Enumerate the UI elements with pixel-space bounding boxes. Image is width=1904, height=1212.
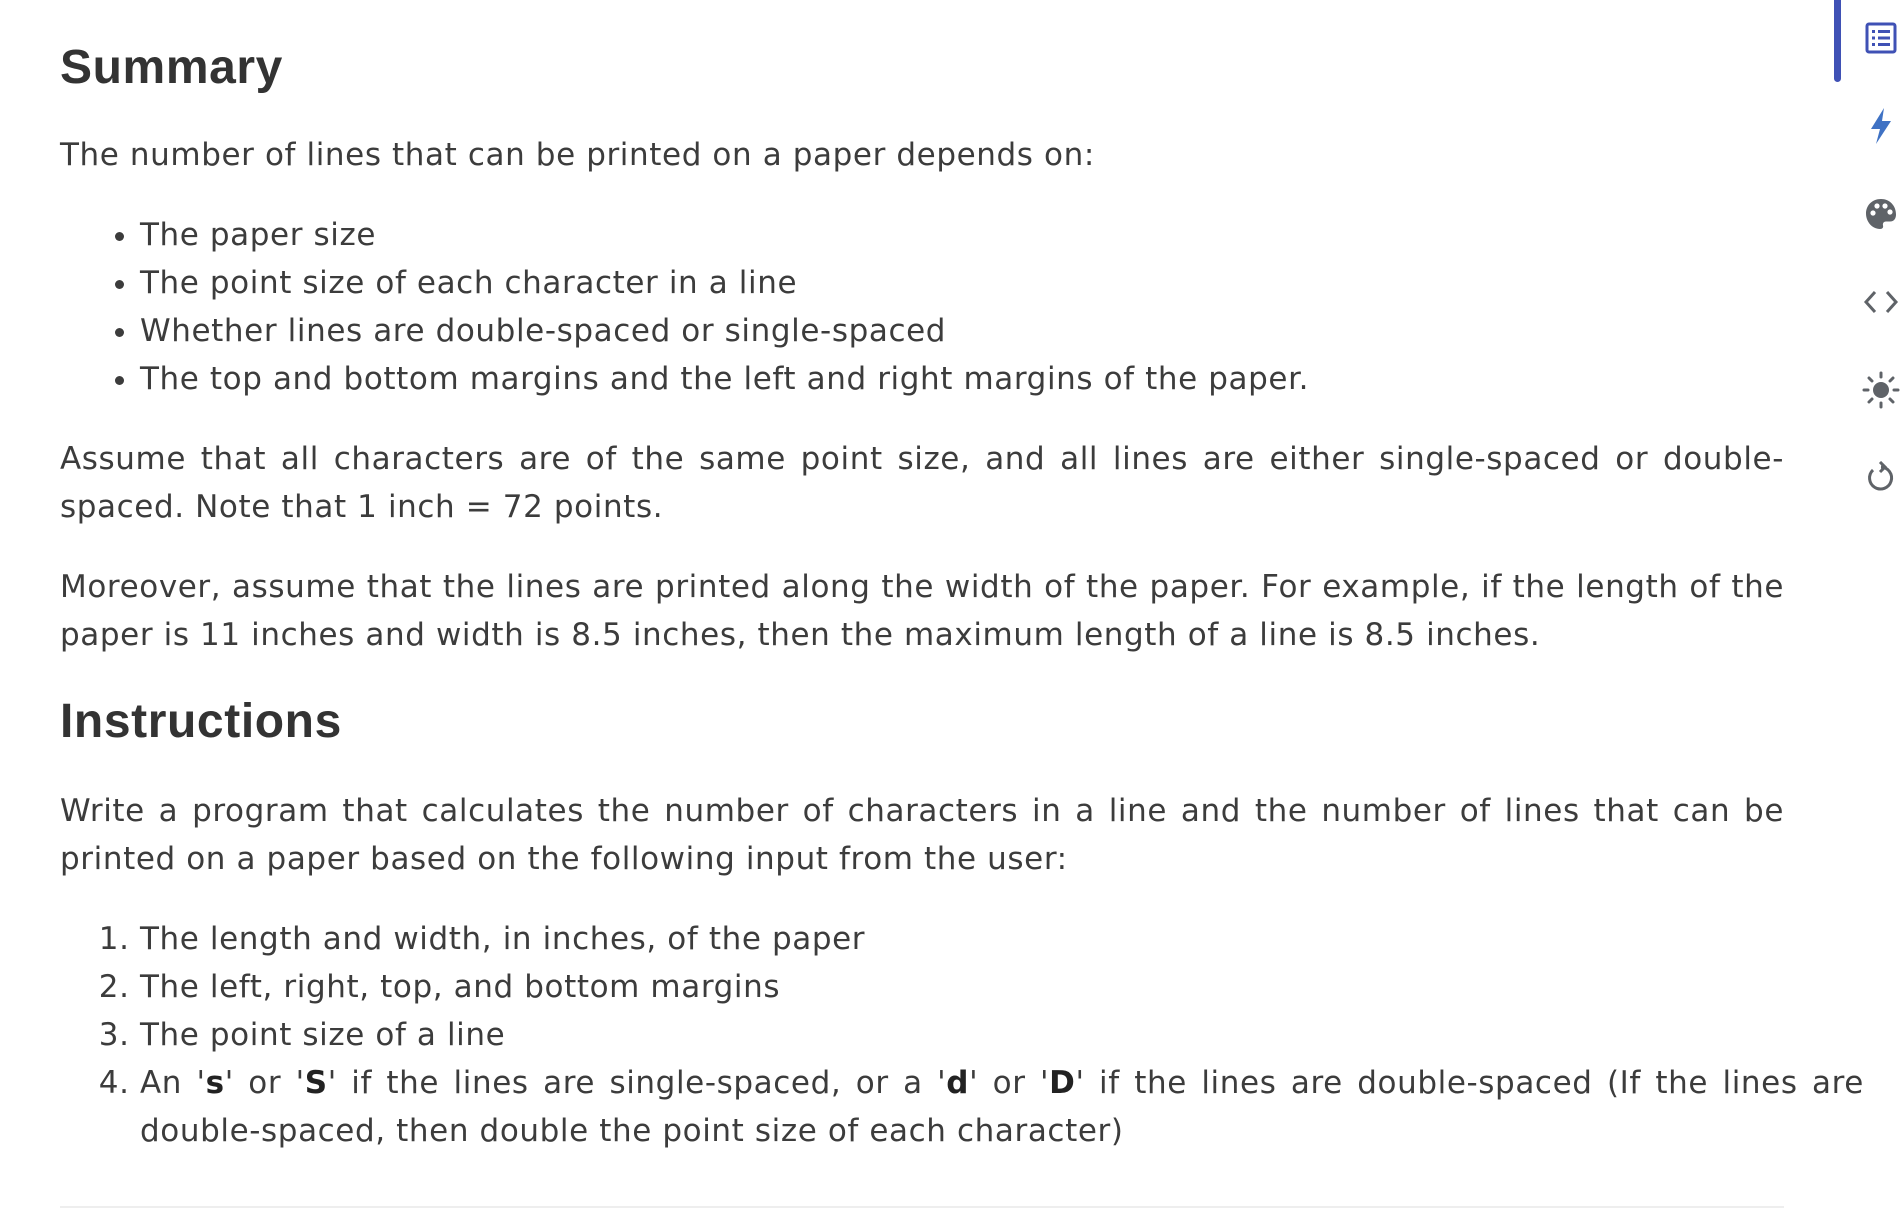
brightness-toggle-button[interactable] <box>1858 367 1904 413</box>
reset-button[interactable] <box>1858 455 1904 501</box>
step-text: ' if the lines are single-spaced, or a ' <box>327 1065 947 1101</box>
brightness-icon <box>1862 371 1900 409</box>
list-item: • Whether lines are double-spaced or single-spaced <box>140 307 1864 355</box>
code-icon <box>1863 288 1899 316</box>
lightning-icon <box>1866 106 1896 146</box>
list-item <box>140 1059 1864 1155</box>
theme-button[interactable] <box>1858 191 1904 237</box>
reset-icon <box>1864 461 1898 495</box>
list-item: • The point size of each character in a line <box>140 259 1864 307</box>
example-paragraph: Moreover, assume that the lines are printed along the width of the paper. For example, if the length of the paper is 11 inches and width is 8.5 inches, then the maximum length of a line is 8.5 inches. <box>60 569 1784 653</box>
code-view-button[interactable] <box>1858 279 1904 325</box>
step-text: An ' <box>140 1065 206 1101</box>
palette-icon <box>1863 196 1899 232</box>
tasks-tab-button[interactable] <box>1858 103 1904 149</box>
list-item: • The paper size <box>140 211 1864 259</box>
instructions-heading: Instructions <box>60 695 342 748</box>
section-divider <box>60 1206 1784 1208</box>
list-item: • The top and bottom margins and the left and right margins of the paper. <box>140 355 1864 403</box>
assumption-paragraph: Assume that all characters are of the same point size, and all lines are either single-spaced or double-spaced. Note that 1 inch = 72 points. <box>60 441 1784 525</box>
summary-intro-paragraph: The number of lines that can be printed on a paper depends on: <box>60 137 1095 173</box>
step-text: ' or ' <box>969 1065 1050 1101</box>
instructions-tab-button[interactable] <box>1858 15 1904 61</box>
step-text: ' or ' <box>224 1065 305 1101</box>
list-icon <box>1864 21 1898 55</box>
step-text: ' if the lines are double-spaced (If the lines are double-spaced, then double the point size of each character) <box>140 1065 1864 1149</box>
list-item: 3. The point size of a line <box>140 1011 1864 1059</box>
summary-factors-list <box>60 211 1864 403</box>
active-tab-indicator <box>1834 0 1841 82</box>
code-char: D <box>1049 1065 1076 1101</box>
instructions-intro-paragraph: Write a program that calculates the number of characters in a line and the number of lines that can be printed on a paper based on the following input from the user: <box>60 793 1784 877</box>
list-item: 2. The left, right, top, and bottom margins <box>140 963 1864 1011</box>
code-char: s <box>205 1065 225 1101</box>
right-toolbar <box>1832 0 1904 1212</box>
input-steps-list <box>60 915 1864 1155</box>
summary-heading: Summary <box>60 41 283 94</box>
code-char: d <box>946 1065 970 1101</box>
code-char: S <box>304 1065 328 1101</box>
list-item: 1. The length and width, in inches, of the paper <box>140 915 1864 963</box>
